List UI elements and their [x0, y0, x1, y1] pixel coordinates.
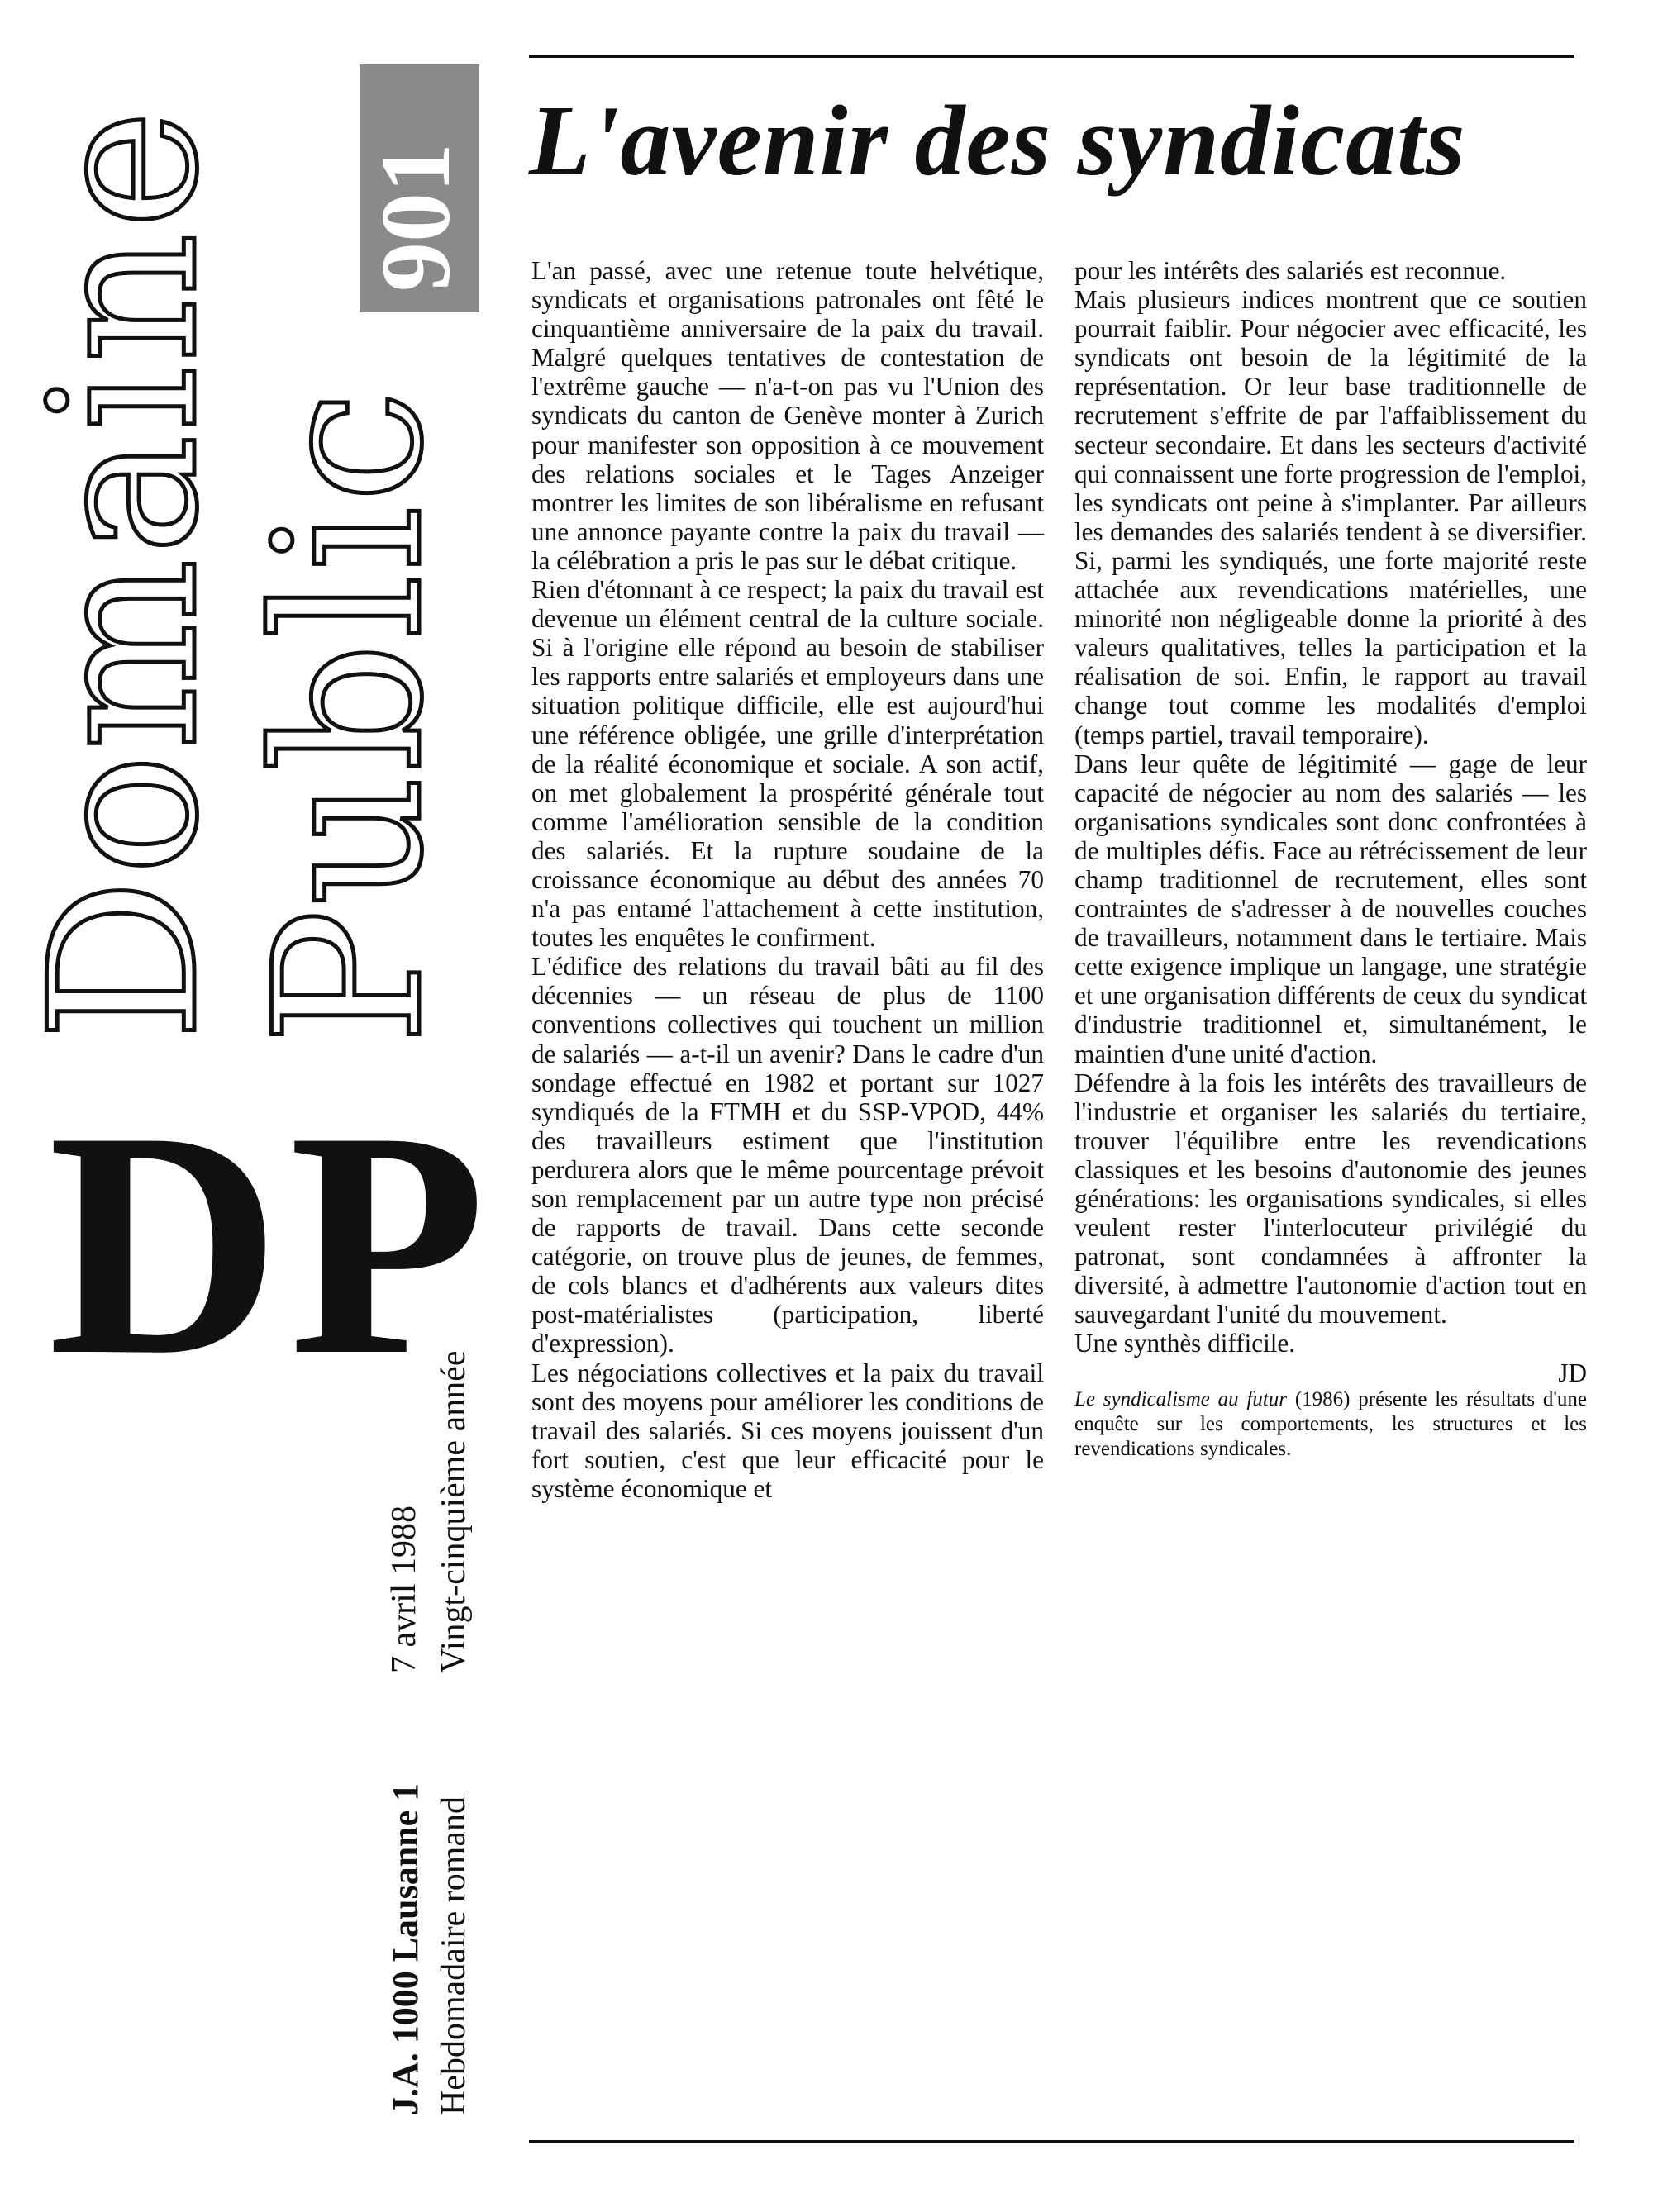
reference-title: Le syndicalisme au futur	[1074, 1387, 1288, 1410]
bottom-rule	[529, 2140, 1574, 2143]
paragraph: Dans leur quête de légitimité — gage de leur capacité de négocier au nom des salariés — les organisations syndicales sont donc confrontées à de multiples défis. Face au rétrécissement de leur champ traditionnel de recrutement, elles sont contraintes de s'adresser à de nouvelles couches de travailleurs, notamment dans le tertiaire. Mais cette exigence implique un langage, une stratégie et une organisation différents de ceux du syndicat d'industrie traditionnel et, simultanément, le maintien d'une unité d'action.	[1074, 749, 1587, 1068]
paragraph: pour les intérêts des salariés est reconnue.	[1074, 256, 1507, 285]
dp-logo: DP	[48, 1065, 494, 1422]
paragraph: Mais plusieurs indices montrent que ce soutien pourrait faiblir. Pour négocier avec efficacité, les syndicats ont besoin de la légitimité de la représentation. Or leur base traditionnelle de recrutement s'effrite de par l'affaiblissement du secteur secondaire. Et dans les secteurs d'activité qui connaissent une forte progression de l'emploi, les syndicats ont peine à s'implanter. Par ailleurs les demandes des salariés tendent à se diversifier. Si, parmi les syndiqués, une forte majorité reste attachée aux revendications matérielles, une minorité non négligeable donne la priorité à des valeurs qualitatives, telles la participation et la réalisation de soi. Enfin, le rapport au travail change tout comme les modalités d'emploi (temps partiel, travail temporaire).	[1074, 285, 1587, 749]
author-signature: JD	[1558, 1358, 1587, 1387]
masthead	[0, 0, 512, 2212]
masthead-title-domaine: Domaine	[7, 106, 242, 1041]
reference-text: (1986) présente les résultats d'une enquête sur les comportements, les structures et les revendications syndicales.	[1074, 1387, 1588, 1460]
article-column-left	[531, 256, 1044, 1503]
paragraph: L'an passé, avec une retenue toute helvétique, syndicats et organisations patronales ont fêté le cinquantième anniversaire de la paix du travail. Malgré quelques tentatives de contestation de l'extrême gauche — n'a-t-on pas vu l'Union des syndicats du canton de Genève monter à Zurich pour manifester son opposition à ce mouvement des relations sociales et le Tages Anzeiger montrer les limites de son libéralisme en refusant une annonce payante contre la paix du travail — la célébration a pris le pas sur le débat critique.	[531, 256, 1044, 575]
issue-number: 901	[360, 143, 470, 292]
article-column-right	[1074, 256, 1587, 1462]
issue-number-box	[360, 64, 479, 312]
paragraph: Défendre à la fois les intérêts des travailleurs de l'industrie et organiser les salariés du tertiaire, trouver l'équilibre entre les revendications classiques et les besoins d'autonomie des jeunes générations: les organisations syndicales, si elles veulent rester l'interlocuteur privilégié du patronat, sont condamnées à affronter la diversité, à admettre l'autonomie d'action tout en sauvegardant l'unité du mouvement.	[1074, 1068, 1587, 1330]
masthead-title-public: Public	[231, 386, 467, 1045]
year-label: Vingt-cinquième année	[435, 1350, 473, 1673]
frequency-label: Hebdomadaire romand	[435, 1796, 473, 2115]
paragraph: L'édifice des relations du travail bâti au fil des décennies — un réseau de plus de 1100 conventions collectives qui touchent un million de salariés — a-t-il un avenir? Dans le cadre d'un sondage effectué en 1982 et portant sur 1027 syndiqués de la FTMH et du SSP-VPOD, 44% des travailleurs estiment que l'institution perdurera alors que le même pourcentage prévoit son remplacement par un autre type non précisé de rapports de travail. Dans cette seconde catégorie, on trouve plus de jeunes, de femmes, de cols blancs et d'adhérents aux valeurs dites post-matérialistes (participation, liberté d'expression).	[531, 952, 1044, 1358]
article-headline: L'avenir des syndicats	[529, 85, 1466, 197]
issue-date: 7 avril 1988	[385, 1506, 423, 1673]
paragraph: Rien d'étonnant à ce respect; la paix du travail est devenue un élément central de la culture sociale. Si à l'origine elle répond au besoin de stabiliser les rapports entre salariés et employeurs dans une situation politique difficile, elle est aujourd'hui une référence obligée, une grille d'interprétation de la réalité économique et sociale. A son actif, on met globalement la prospérité générale tout comme l'amélioration sensible de la condition des salariés. Et la rupture soudaine de la croissance économique au début des années 70 n'a pas entamé l'attachement à cette institution, toutes les enquêtes le confirment.	[531, 575, 1044, 953]
reference-note	[1074, 1387, 1587, 1462]
top-rule	[529, 55, 1574, 58]
paragraph: Une synthès difficile.	[1074, 1329, 1296, 1358]
postal-info: J.A. 1000 Lausanne 1	[385, 1782, 426, 2115]
paragraph: Les négociations collectives et la paix du travail sont des moyens pour améliorer les conditions de travail des salariés. Si ces moyens jouissent d'un fort soutien, c'est que leur efficacité pour le système économique et	[531, 1358, 1044, 1503]
